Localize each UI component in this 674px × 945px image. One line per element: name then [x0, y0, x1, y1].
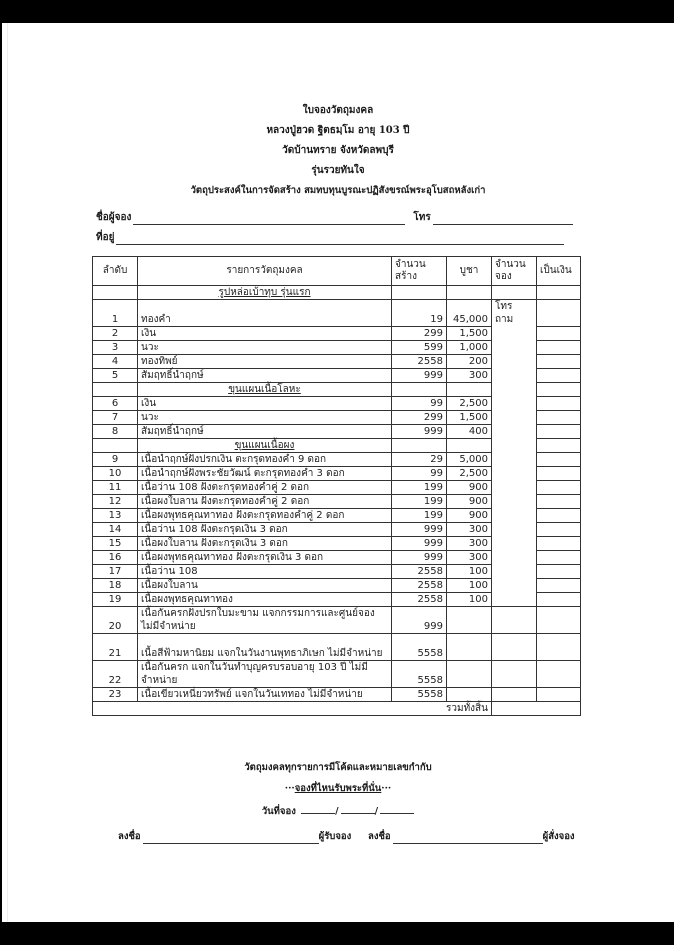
- row-qty: 29: [392, 453, 447, 467]
- col-header-qty: จำนวนสร้าง: [392, 257, 447, 286]
- row-reserve[interactable]: [492, 661, 537, 688]
- date-separator: /: [374, 806, 379, 817]
- table-row: [93, 634, 581, 661]
- row-amount[interactable]: [537, 453, 581, 467]
- row-qty: 2558: [392, 579, 447, 593]
- row-name: เนื้อผงใบลาน ฝังตะกรุดเงิน 3 ดอก: [138, 537, 392, 551]
- orderer-label: ผู้สั่งจอง: [542, 831, 575, 842]
- row-qty: 999: [392, 607, 447, 634]
- row-no: 6: [93, 397, 138, 411]
- row-name: เนื้อผงใบลาน ฝังตะกรุดทองคำคู่ 2 ดอก: [138, 495, 392, 509]
- row-qty: 2558: [392, 565, 447, 579]
- edition-name: รุ่นรวยทันใจ: [311, 165, 365, 176]
- row-amount[interactable]: [537, 634, 581, 661]
- row-no: 21: [93, 634, 138, 661]
- row-no: 17: [93, 565, 138, 579]
- row-price: 900: [447, 495, 492, 509]
- row-price: 100: [447, 593, 492, 607]
- row-price: 900: [447, 509, 492, 523]
- sign-label: ลงชื่อ: [368, 831, 391, 842]
- sign-label: ลงชื่อ: [118, 831, 141, 842]
- row-name: นวะ: [138, 411, 392, 425]
- row-amount[interactable]: [537, 593, 581, 607]
- document-title: ใบจองวัตถุมงคล: [302, 105, 374, 116]
- row-qty: 199: [392, 481, 447, 495]
- row-amount[interactable]: [537, 661, 581, 688]
- row-no: 4: [93, 355, 138, 369]
- row-no: 16: [93, 551, 138, 565]
- row-price: 5,000: [447, 453, 492, 467]
- row-name: เนื้อกันครกฝังปรกใบมะขาม แจกกรรมการและศูนย์จอง ไม่มีจำหน่าย: [138, 607, 392, 634]
- slogan: [2, 781, 674, 796]
- row-price: 2,500: [447, 467, 492, 481]
- row-no: 3: [93, 341, 138, 355]
- receiver-label: ผู้รับจอง: [318, 831, 352, 842]
- row-no: 12: [93, 495, 138, 509]
- row-qty: 299: [392, 411, 447, 425]
- col-header-no: ลำดับ: [93, 257, 138, 286]
- monk-name: หลวงปู่ฮวด ฐิตธมฺโม อายุ 103 ปี: [266, 125, 410, 136]
- row-amount[interactable]: [537, 411, 581, 425]
- row-qty: 999: [392, 425, 447, 439]
- row-no: 22: [93, 661, 138, 688]
- row-qty: 999: [392, 369, 447, 383]
- receiver-signature-field[interactable]: [143, 832, 319, 844]
- reserve-note-cell[interactable]: [492, 300, 537, 607]
- section-label: ขุนแผนเนื้อโลหะ: [228, 383, 301, 395]
- total-amount-field[interactable]: [492, 702, 581, 716]
- row-name: เนื้อผงพุทธคุณทาทอง ฝังตะกรุดเงิน 3 ดอก: [138, 551, 392, 565]
- row-name: เนื้อว่าน 108 ฝังตะกรุดทองคำคู่ 2 ดอก: [138, 481, 392, 495]
- receiver-signature-line: [118, 829, 351, 844]
- section-label: ขุนแผนเนื้อผง: [234, 439, 295, 451]
- row-qty: 2558: [392, 355, 447, 369]
- slogan-text: จองที่ไหนรับพระที่นั่น: [294, 783, 382, 794]
- row-no: 7: [93, 411, 138, 425]
- purpose-text: วัตถุประสงค์ในการจัดสร้าง สมทบทุนบูรณะปฏิสังขรณ์พระอุโบสถหลังเก่า: [190, 185, 486, 196]
- row-qty: 299: [392, 327, 447, 341]
- row-no: 18: [93, 579, 138, 593]
- col-header-price: บูชา: [447, 257, 492, 286]
- row-name: เนื้อผงใบลาน: [138, 579, 392, 593]
- row-amount[interactable]: [537, 551, 581, 565]
- row-qty: 999: [392, 523, 447, 537]
- row-no: 13: [93, 509, 138, 523]
- row-name: ทองทิพย์: [138, 355, 392, 369]
- row-price: 100: [447, 565, 492, 579]
- row-amount[interactable]: [537, 537, 581, 551]
- row-name: เนื้อผงพุทธคุณทาทอง: [138, 593, 392, 607]
- total-label: รวมทั้งสิ้น: [93, 702, 492, 716]
- address-label: ที่อยู่: [96, 232, 115, 243]
- name-label: ชื่อผู้จอง: [96, 212, 132, 223]
- row-no: 15: [93, 537, 138, 551]
- row-amount[interactable]: [537, 341, 581, 355]
- row-amount[interactable]: [537, 495, 581, 509]
- phone-field[interactable]: [433, 213, 573, 225]
- row-name: สัมฤทธิ์นำฤกษ์: [138, 369, 392, 383]
- row-name: ทองคำ: [138, 300, 392, 327]
- row-price: [447, 634, 492, 661]
- row-qty: 19: [392, 300, 447, 327]
- row-amount[interactable]: [537, 607, 581, 634]
- booking-form-page: [2, 23, 674, 922]
- address-field[interactable]: [116, 233, 564, 245]
- row-amount[interactable]: [537, 369, 581, 383]
- row-name: เนื้อกันครก แจกในวันทำบุญครบรอบอายุ 103 ปี ไม่มีจำหน่าย: [138, 661, 392, 688]
- reserve-note: โทรถาม: [495, 301, 514, 325]
- row-name: เนื้อผงพุทธคุณทาทอง ฝังตะกรุดทองคำคู่ 2 ดอก: [138, 509, 392, 523]
- date-year-field[interactable]: [380, 802, 414, 814]
- row-no: 10: [93, 467, 138, 481]
- row-no: 20: [93, 607, 138, 634]
- row-no: 2: [93, 327, 138, 341]
- row-name: เนื้อนำฤกษ์ฝังพระชัยวัฒน์ ตะกรุดทองคำ 3 ดอก: [138, 467, 392, 481]
- row-amount[interactable]: [537, 327, 581, 341]
- date-day-field[interactable]: [301, 802, 335, 814]
- table-row: [93, 661, 581, 688]
- address-line: [96, 230, 564, 245]
- document-header: [2, 101, 674, 201]
- row-name: เงิน: [138, 397, 392, 411]
- temple-name: วัดบ้านทราย จังหวัดลพบุรี: [282, 145, 394, 156]
- row-amount[interactable]: [537, 397, 581, 411]
- row-name: เนื้อว่าน 108: [138, 565, 392, 579]
- row-amount[interactable]: [537, 688, 581, 702]
- row-name: เนื้อว่าน 108 ฝังตะกรุดเงิน 3 ดอก: [138, 523, 392, 537]
- row-amount[interactable]: [537, 425, 581, 439]
- row-no: 11: [93, 481, 138, 495]
- row-reserve[interactable]: [492, 634, 537, 661]
- total-row: [93, 702, 581, 716]
- row-qty: 999: [392, 537, 447, 551]
- col-header-amount: เป็นเงิน: [537, 257, 581, 286]
- table-row: [93, 300, 581, 327]
- name-field[interactable]: [133, 213, 405, 225]
- row-name: นวะ: [138, 341, 392, 355]
- row-name: เงิน: [138, 327, 392, 341]
- row-amount[interactable]: [537, 579, 581, 593]
- date-line: [2, 802, 674, 819]
- row-price: 100: [447, 579, 492, 593]
- row-name: เนื้อเขียวเหนี่ยวทรัพย์ แจกในวันเททอง ไม่มีจำหน่าย: [138, 688, 392, 702]
- row-amount[interactable]: [537, 467, 581, 481]
- row-qty: 5558: [392, 688, 447, 702]
- row-price: 1,500: [447, 411, 492, 425]
- row-no: 5: [93, 369, 138, 383]
- phone-label: โทร: [413, 212, 431, 223]
- row-no: 8: [93, 425, 138, 439]
- row-price: 1,500: [447, 327, 492, 341]
- section-row: [93, 286, 581, 300]
- row-name: เนื้อนำฤกษ์ฝังปรกเงิน ตะกรุดทองคำ 9 ดอก: [138, 453, 392, 467]
- row-price: 900: [447, 481, 492, 495]
- row-price: [447, 661, 492, 688]
- row-price: 400: [447, 425, 492, 439]
- row-amount[interactable]: [537, 355, 581, 369]
- row-qty: 199: [392, 509, 447, 523]
- row-price: [447, 607, 492, 634]
- name-phone-line: [96, 210, 573, 225]
- slogan-prefix: ···: [284, 783, 295, 794]
- row-amount[interactable]: [537, 523, 581, 537]
- col-header-name: รายการวัตถุมงคล: [138, 257, 392, 286]
- table-header-row: [93, 257, 581, 286]
- row-qty: 5558: [392, 661, 447, 688]
- row-qty: 199: [392, 495, 447, 509]
- date-label: วันที่จอง: [261, 806, 296, 817]
- row-amount[interactable]: [537, 481, 581, 495]
- date-month-field[interactable]: [341, 802, 375, 814]
- row-amount[interactable]: [537, 509, 581, 523]
- row-qty: 599: [392, 341, 447, 355]
- row-no: 14: [93, 523, 138, 537]
- slogan-suffix: ···: [381, 783, 392, 794]
- row-no: 9: [93, 453, 138, 467]
- row-amount[interactable]: [537, 300, 581, 327]
- row-name: สัมฤทธิ์นำฤกษ์: [138, 425, 392, 439]
- row-qty: 999: [392, 551, 447, 565]
- row-price: 300: [447, 369, 492, 383]
- date-separator: /: [335, 806, 339, 817]
- row-price: 45,000: [447, 300, 492, 327]
- row-no: 19: [93, 593, 138, 607]
- row-price: 1,000: [447, 341, 492, 355]
- row-price: 300: [447, 537, 492, 551]
- orderer-signature-field[interactable]: [393, 832, 543, 844]
- row-no: 1: [93, 300, 138, 327]
- row-price: 300: [447, 523, 492, 537]
- row-name: เนื้อสีฟ้ามหานิยม แจกในวันงานพุทธาภิเษก ไม่มีจำหน่าย: [138, 634, 392, 661]
- items-table: [92, 256, 581, 716]
- table-row: [93, 688, 581, 702]
- row-qty: 99: [392, 467, 447, 481]
- row-reserve[interactable]: [492, 607, 537, 634]
- table-row: [93, 607, 581, 634]
- row-price: 300: [447, 551, 492, 565]
- row-price: 200: [447, 355, 492, 369]
- row-qty: 2558: [392, 593, 447, 607]
- row-price: 2,500: [447, 397, 492, 411]
- orderer-signature-line: [368, 829, 575, 844]
- code-note: วัตถุมงคลทุกรายการมีโค้ดและหมายเลขกำกับ: [244, 762, 432, 773]
- row-qty: 99: [392, 397, 447, 411]
- row-reserve[interactable]: [492, 688, 537, 702]
- row-amount[interactable]: [537, 565, 581, 579]
- row-price: [447, 688, 492, 702]
- row-no: 23: [93, 688, 138, 702]
- section-label: รูปหล่อเบ้าทุบ รุ่นแรก: [218, 286, 311, 298]
- row-qty: 5558: [392, 634, 447, 661]
- col-header-reserve: จำนวนจอง: [492, 257, 537, 286]
